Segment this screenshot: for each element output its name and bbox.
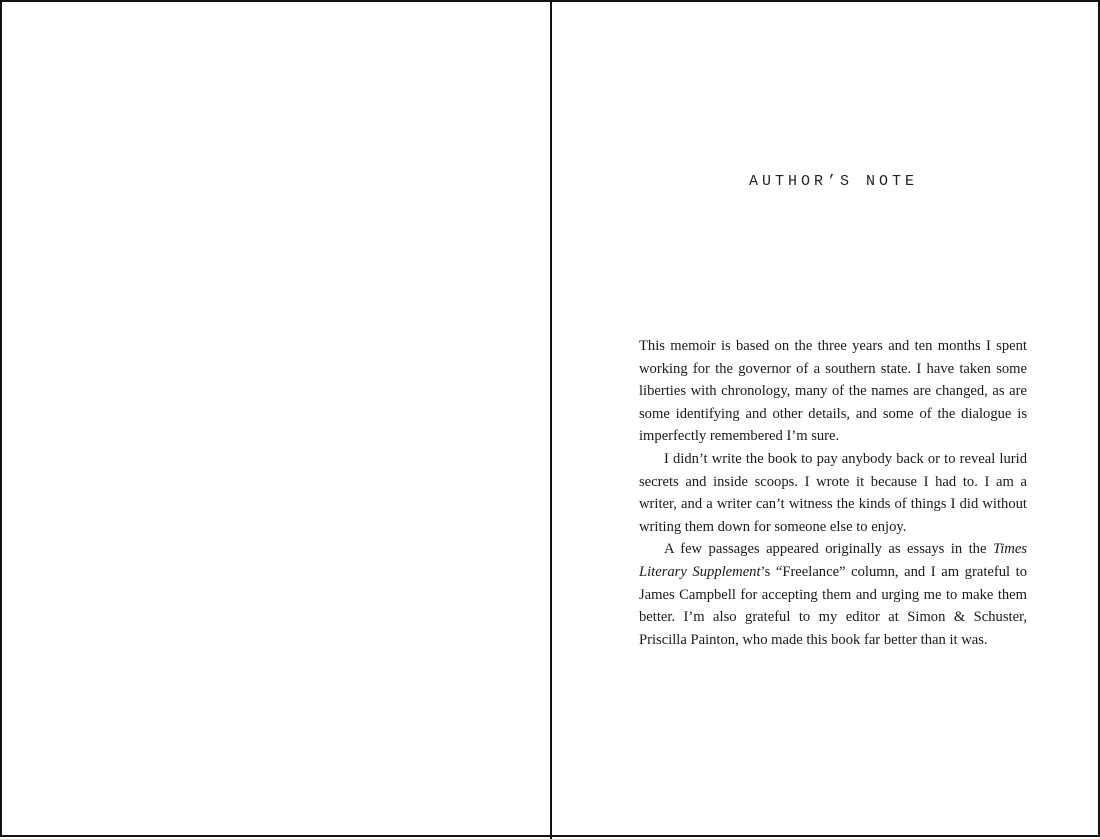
publication-title-italic: Times Literary Supplement <box>639 541 1027 580</box>
paragraph-2: I didn’t write the book to pay anybody back or to reveal lurid secrets and inside scoops. I wrote it because I had to. I am a writer, and a writer can’t witness the kinds of things I did without writing them down for someone else to enjoy. <box>639 450 1027 535</box>
paragraph-3-text-after: ’s “Freelance” column, and I am grateful to James Campbell for accepting them and urging me to make them better. I’m also grateful to my editor at Simon & Schuster, Priscilla Painton, who made this book far better than it was. <box>639 563 1028 648</box>
right-page <box>552 2 1100 839</box>
paragraph-3-text-before: A few passages appeared originally as essays in the <box>664 541 993 558</box>
paragraph-1: This memoir is based on the three years and ten months I spent working for the governor of a southern state. I have taken some liberties with chronology, many of the names are changed, as are some identifying and other details, and some of the dialogue is imperfectly remembered I’m sure. <box>639 338 1027 445</box>
page-title: AUTHOR’S NOTE <box>748 173 919 190</box>
note-body <box>639 335 1027 651</box>
paragraph-3 <box>639 538 1027 651</box>
left-page-blank <box>2 2 550 839</box>
